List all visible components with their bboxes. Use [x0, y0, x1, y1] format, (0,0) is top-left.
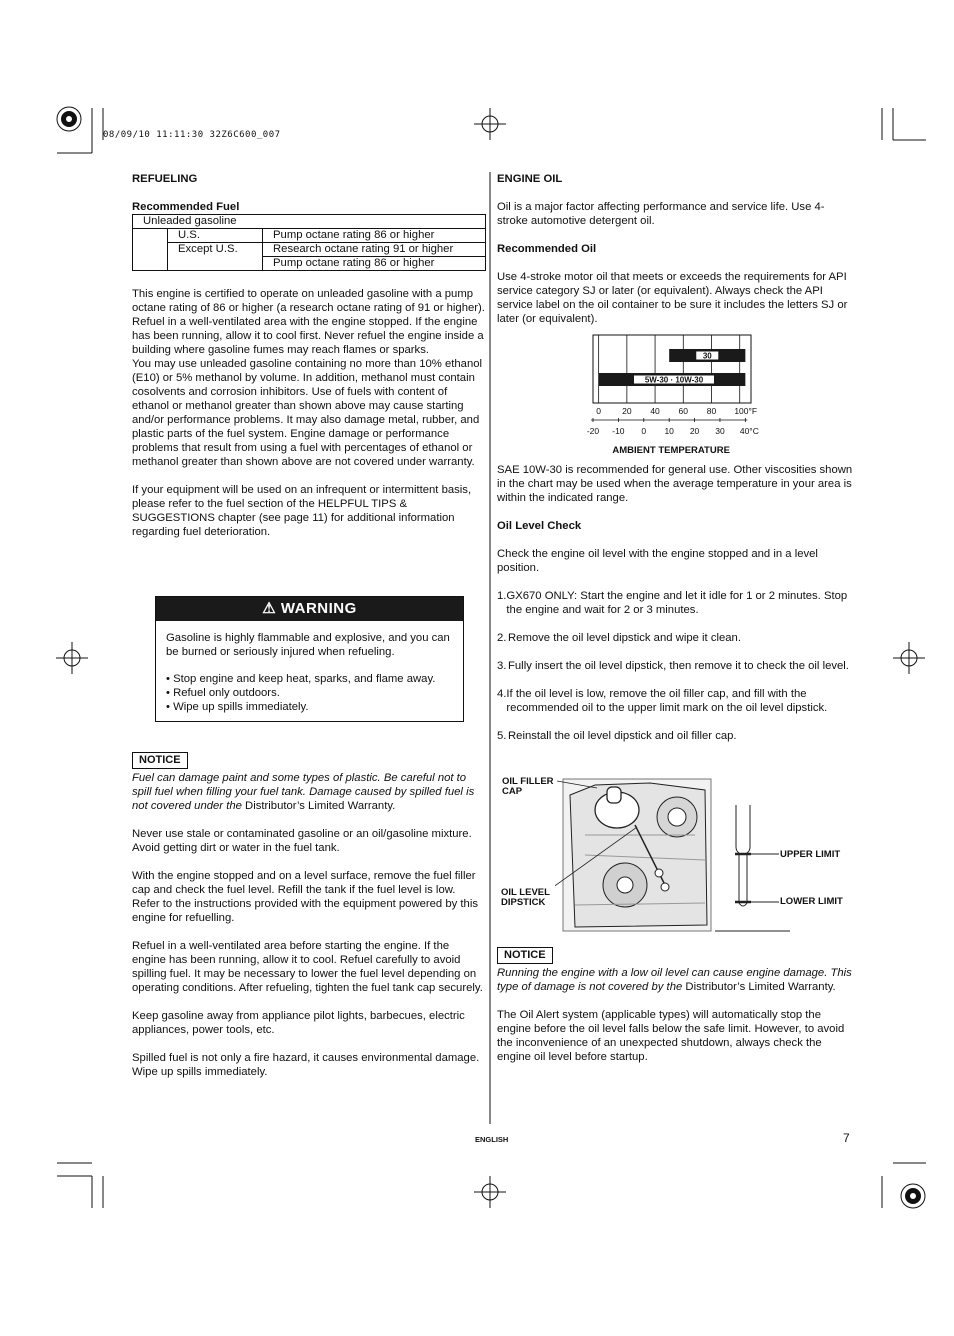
fuel-rating-cell: Pump octane rating 86 or higher	[263, 257, 486, 271]
list-item: 3. Fully insert the oil level dipstick, then remove it to check the oil level.	[497, 660, 849, 672]
warning-triangle-icon: ⚠	[262, 600, 277, 617]
right-column	[497, 172, 855, 326]
fuel-group-cell: Unleaded gasoline	[133, 215, 486, 229]
chart-plot-area	[593, 335, 751, 403]
chart-tick-label-c: -20	[586, 426, 600, 436]
table-row	[133, 229, 486, 243]
list-item: • Stop engine and keep heat, sparks, and flame away.	[166, 673, 436, 685]
chart-tick-label-c: 10	[664, 426, 674, 436]
chart-tick-label-f: 60	[678, 406, 689, 416]
fuel-para-6: With the engine stopped and on a level surface, remove the fuel filler cap and check the fuel level. Refill the tank if the fuel level is low.	[132, 870, 476, 896]
chart-tick-label-f: 40	[650, 406, 660, 416]
chart-tick-label-f: 100°F	[734, 406, 758, 416]
fuel-para-4: If your equipment will be used on an infrequent or intermittent basis, please refer to the fuel section of the HELPFUL TIPS & SUGGESTIONS chapter (see page 11) for additional information regarding fuel deterioration.	[132, 484, 472, 538]
chart-tick-label-c: 20	[689, 426, 700, 436]
chart-bar-label: 30	[702, 351, 712, 361]
recommended-oil-heading: Recommended Oil	[497, 243, 597, 255]
engine-oil-heading: ENGINE OIL	[497, 173, 563, 185]
oil-check-steps	[497, 589, 855, 743]
engine-oil-figure	[555, 775, 795, 935]
upper-limit-label: UPPER LIMIT	[780, 849, 841, 860]
oil-intro: Oil is a major factor affecting performance and service life. Use 4-stroke automotive detergent oil.	[497, 201, 825, 227]
chart-tick-label-c: 0	[641, 426, 647, 436]
footer-language: ENGLISH	[475, 1135, 509, 1144]
page-number: 7	[843, 1131, 850, 1145]
left-column	[132, 172, 486, 539]
sae-text: SAE 10W-30 is recommended for general use. Other viscosities shown in the chart may be used when the average temperature in your area is within the indicated range.	[497, 464, 853, 504]
oil-check-text: Check the engine oil level with the engine stopped and in a level position.	[497, 548, 818, 574]
oil-alert-text: The Oil Alert system (applicable types) will automatically stop the engine before the oil level falls below the safe limit. However, to avoid the inconvenience of an unexpected shutdown, always check the engine oil level before startup.	[497, 1009, 845, 1063]
list-item: 4. If the oil level is low, remove the oil filler cap, and fill with the recommended oil to the upper limit mark on the oil level dipstick.	[497, 688, 828, 714]
chart-tick-label-f: 0	[596, 406, 602, 416]
fuel-para-3: You may use unleaded gasoline containing no more than 10% ethanol (E10) or 5% methanol by volume. In addition, methanol must contain cosolvents and corrosion inhibitors. Use of fuels with content of ethanol or methanol greater than shown above may cause starting and/or performance problems. It may also damage metal, rubber, and plastic parts of the fuel system. Engine damage or performance problems that result from using a fuel with percentages of ethanol or methanol greater than shown above are not covered under warranty.	[132, 358, 483, 468]
fuel-notice-text: Fuel can damage paint and some types of plastic. Be careful not to spill fuel when filling your fuel tank. Damage caused by spilled fuel is not covered under the Distributor’s Limited Warranty.	[132, 772, 475, 812]
chart-tick-label-c: 30	[715, 426, 725, 436]
table-row	[133, 215, 486, 229]
warning-box	[155, 596, 464, 722]
list-item: • Refuel only outdoors.	[166, 687, 280, 699]
lower-limit-label: LOWER LIMIT	[780, 896, 843, 907]
refueling-heading: REFUELING	[132, 173, 198, 185]
print-stamp: 08/09/10 11:11:30 32Z6C600_007	[103, 130, 281, 140]
oil-level-check-heading: Oil Level Check	[497, 520, 582, 532]
fuel-rating-cell: Research octane rating 91 or higher	[263, 243, 486, 257]
warning-title: WARNING	[280, 600, 357, 617]
fuel-rating-cell: Pump octane rating 86 or higher	[263, 229, 486, 243]
left-column-lower	[132, 752, 486, 1079]
chart-tick-label-f: 20	[622, 406, 632, 416]
chart-tick-label-c: -10	[612, 426, 625, 436]
oil-viscosity-chart	[575, 330, 775, 460]
fuel-para-5: Never use stale or contaminated gasoline or an oil/gasoline mixture. Avoid getting dirt or water in the fuel tank.	[132, 828, 472, 854]
right-column-lower	[497, 947, 855, 1064]
notice-badge: NOTICE	[132, 752, 188, 769]
table-row	[133, 243, 486, 257]
warning-text: Gasoline is highly flammable and explosive, and you can be burned or seriously injured when refueling.	[166, 632, 450, 658]
recommended-fuel-heading: Recommended Fuel	[132, 201, 240, 213]
list-item: 2. Remove the oil level dipstick and wipe it clean.	[497, 632, 741, 644]
recommended-oil-text: Use 4-stroke motor oil that meets or exceeds the requirements for API service category SJ or later (or equivalent). Always check the API service label on the oil container to be sure it includes the letters SJ or later (or equivalent).	[497, 271, 848, 325]
oil-notice-text: Running the engine with a low oil level can cause engine damage. This type of damage is not covered by the Distributor’s Limited Warranty.	[497, 967, 852, 993]
fuel-table	[132, 214, 486, 271]
fuel-para-2: Refuel in a well-ventilated area with the engine stopped. If the engine has been running, allow it to cool first. Never refuel the engine inside a building where gasoline fumes may reach flames or sparks.	[132, 316, 484, 356]
warning-header	[156, 597, 463, 621]
fuel-region-cell: Except U.S.	[168, 243, 263, 271]
list-item: 1. GX670 ONLY: Start the engine and let it idle for 1 or 2 minutes. Stop the engine and wait for 2 or 3 minutes.	[497, 590, 848, 616]
chart-tick-label-c: 40°C	[739, 426, 759, 436]
notice-badge: NOTICE	[497, 947, 553, 964]
chart-bar-label: 5W-30 · 10W-30	[644, 375, 704, 385]
oil-filler-cap-label: OIL FILLER CAP	[502, 776, 554, 797]
list-item: • Wipe up spills immediately.	[166, 701, 309, 713]
chart-x-label: AMBIENT TEMPERATURE	[612, 445, 730, 456]
oil-level-dipstick-label: OIL LEVEL DIPSTICK	[501, 887, 550, 908]
fuel-region-cell: U.S.	[168, 229, 263, 243]
right-column-mid	[497, 463, 855, 743]
fuel-para-7: Refer to the instructions provided with the equipment powered by this engine for refuelling.	[132, 898, 479, 924]
fuel-para-9: Keep gasoline away from appliance pilot lights, barbecues, electric appliances, power tools, etc.	[132, 1010, 465, 1036]
fuel-para-10: Spilled fuel is not only a fire hazard, it causes environmental damage. Wipe up spills immediately.	[132, 1052, 480, 1078]
fuel-para-1: This engine is certified to operate on unleaded gasoline with a pump octane rating of 86 or higher (a research octane rating of 91 or higher).	[132, 288, 485, 314]
list-item: 5. Reinstall the oil level dipstick and oil filler cap.	[497, 730, 737, 742]
fuel-para-8: Refuel in a well-ventilated area before starting the engine. If the engine has been running, allow it to cool. Refuel carefully to avoid spilling fuel. It may be necessary to lower the fuel level depending on operating conditions. After refueling, tighten the fuel tank cap securely.	[132, 940, 483, 994]
chart-tick-label-f: 80	[706, 406, 717, 416]
